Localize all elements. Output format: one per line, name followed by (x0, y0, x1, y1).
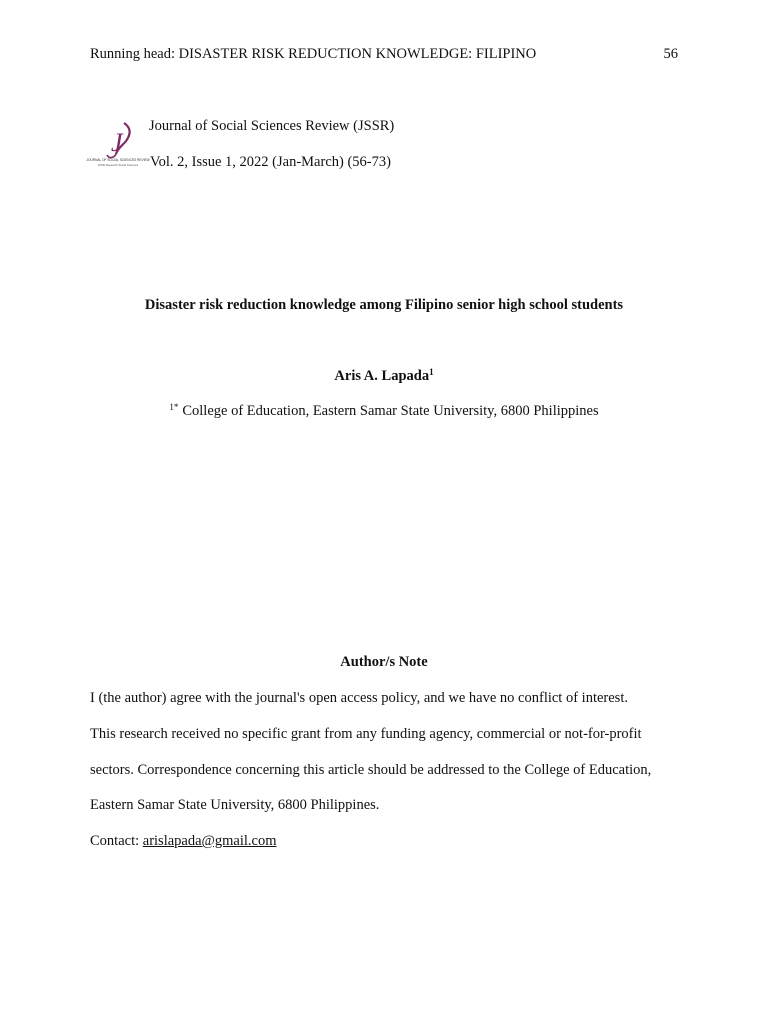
author-name-text: Aris A. Lapada (334, 368, 430, 384)
logo-letter: J (111, 128, 123, 157)
contact-label: Contact: (90, 833, 143, 849)
logo-caption: JOURNAL OF SOCIAL SCIENCES REVIEW (86, 158, 150, 162)
paper-title: Disaster risk reduction knowledge among Filipino senior high school students (144, 297, 624, 313)
author-superscript: 1 (429, 367, 434, 377)
page-number: 56 (663, 46, 678, 62)
authors-note-heading: Author/s Note (340, 654, 428, 670)
logo-subcaption: JSSR Research Social Sciences (97, 163, 139, 167)
author-name (0, 368, 768, 385)
authors-note-line: This research received no specific grant from any funding agency, commercial or not-for-profit (90, 726, 642, 742)
author-affiliation (0, 403, 768, 420)
authors-note-line: I (the author) agree with the journal's open access policy, and we have no conflict of interest. (90, 690, 628, 706)
affiliation-mark: 1* (169, 402, 179, 412)
journal-issue: Vol. 2, Issue 1, 2022 (Jan-March) (56-73) (150, 154, 391, 170)
contact-line (90, 833, 277, 850)
journal-logo-icon (86, 121, 150, 169)
authors-note-line: sectors. Correspondence concerning this article should be addressed to the College of Education, (90, 762, 652, 778)
running-head: Running head: DISASTER RISK REDUCTION KNOWLEDGE: FILIPINO (90, 46, 537, 62)
authors-note-line: Eastern Samar State University, 6800 Philippines. (90, 797, 380, 813)
journal-name: Journal of Social Sciences Review (JSSR) (149, 118, 395, 134)
affiliation-text: College of Education, Eastern Samar State University, 6800 Philippines (182, 403, 599, 419)
contact-email-link[interactable]: arislapada@gmail.com (142, 833, 277, 849)
